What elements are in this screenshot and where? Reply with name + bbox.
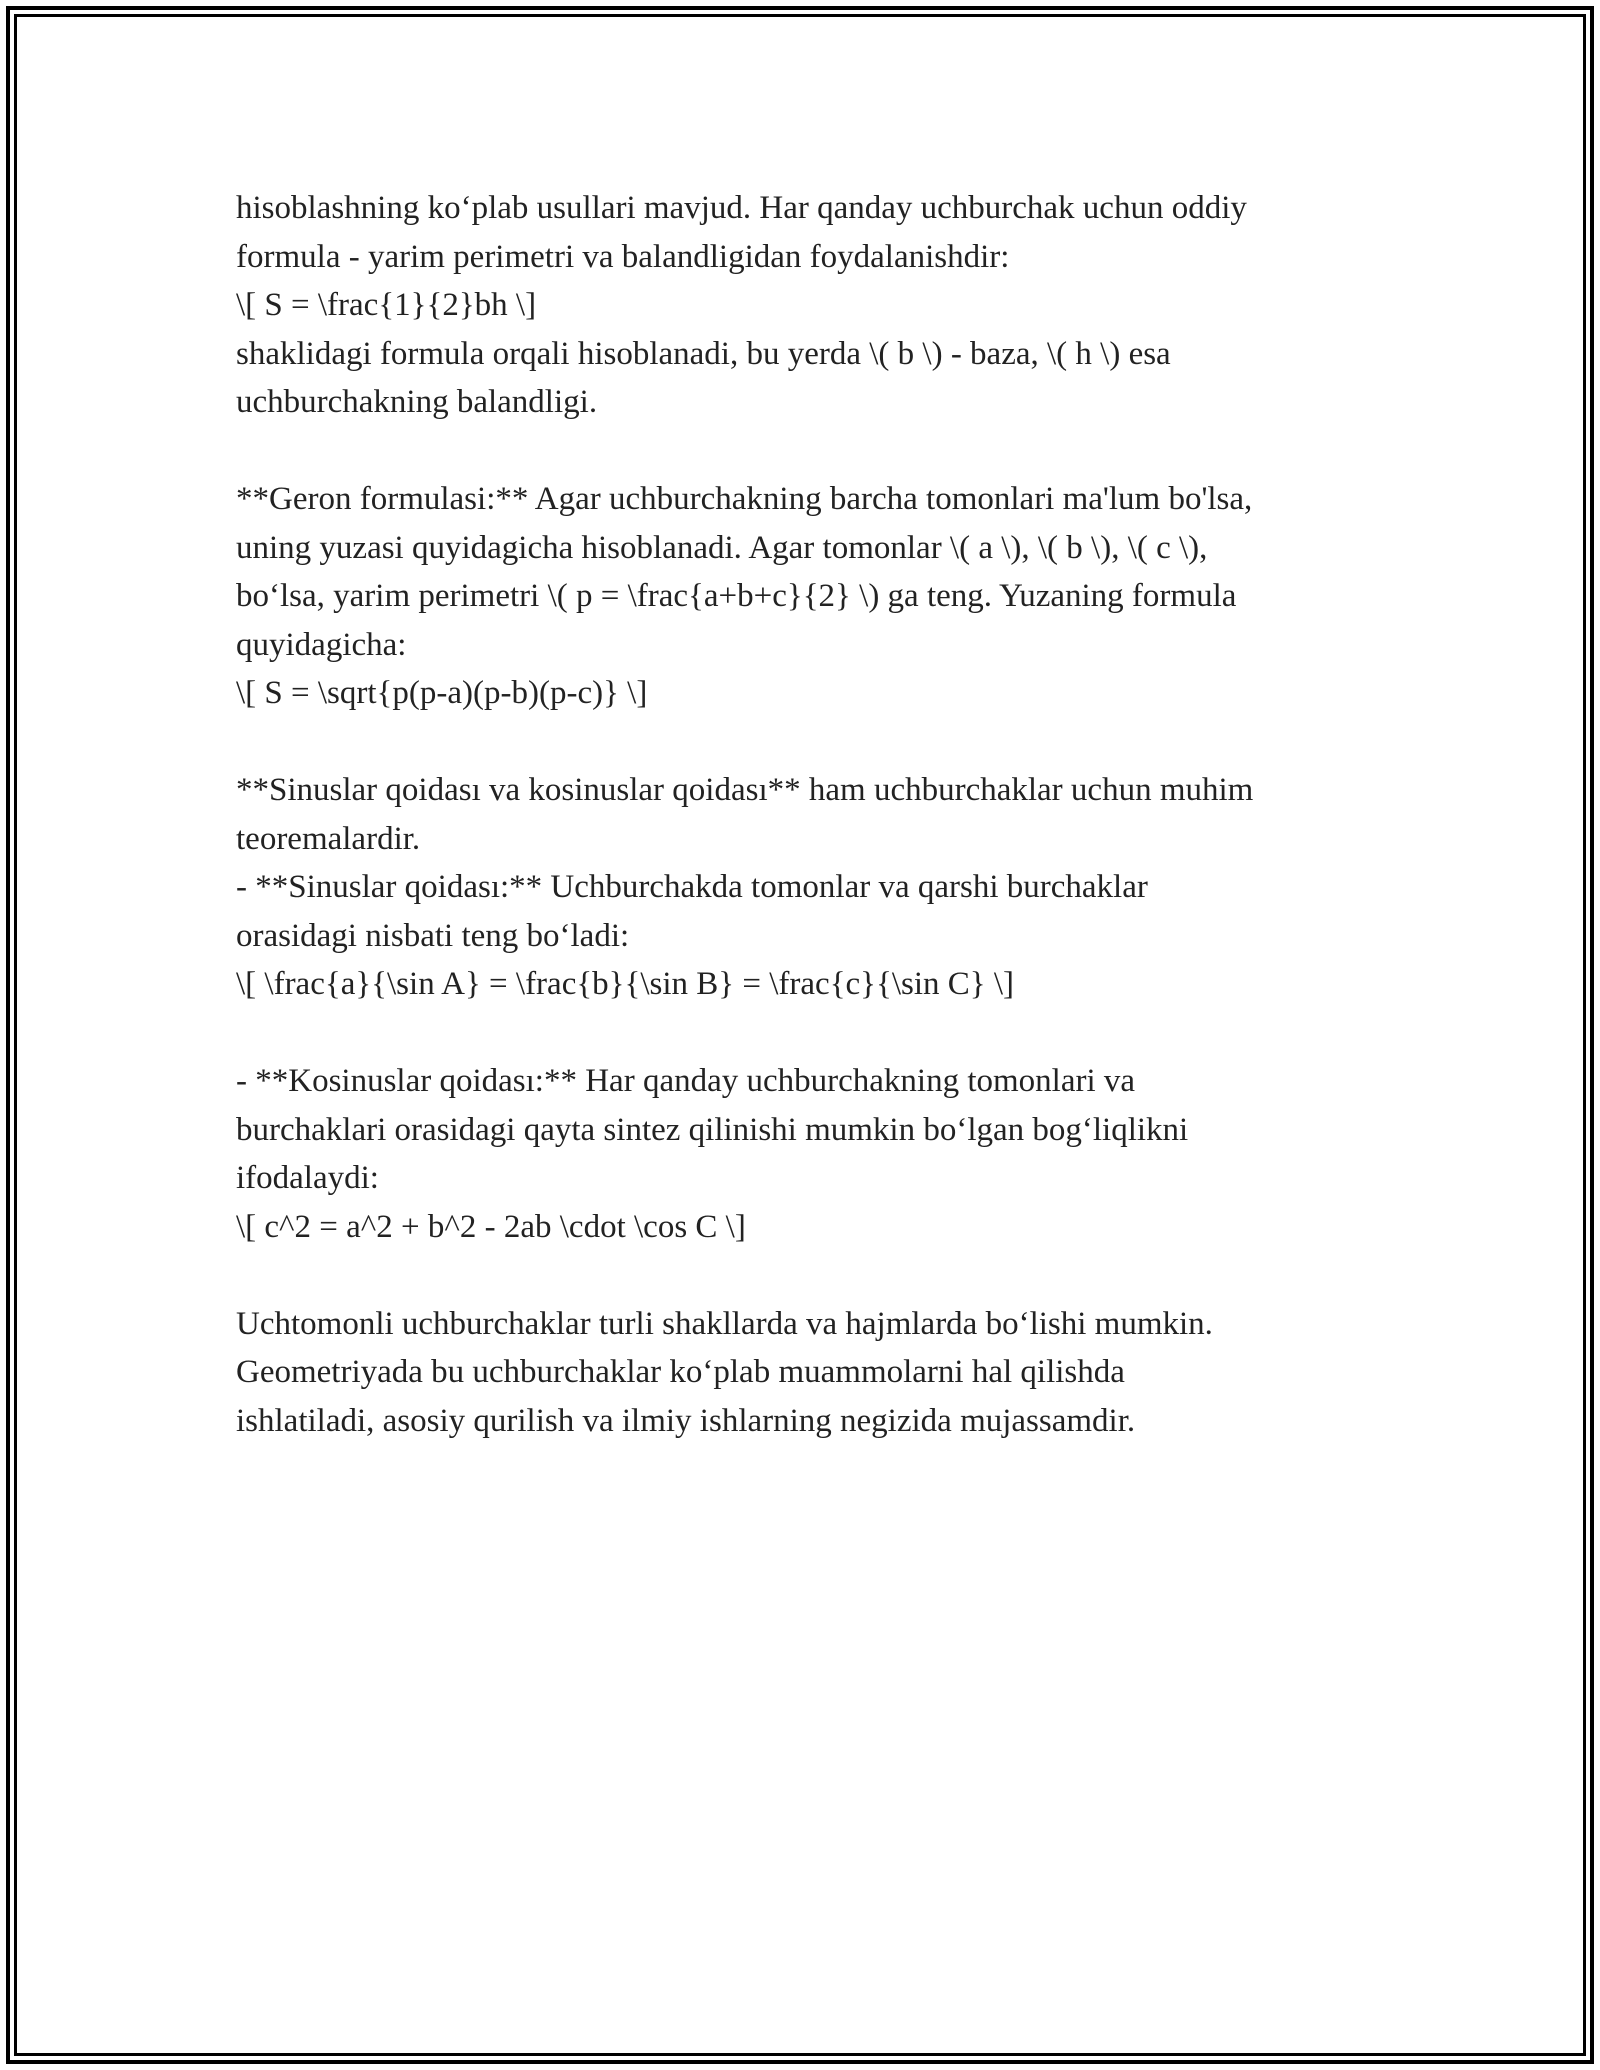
paragraph-law-of-cosines	[236, 1057, 1386, 1251]
text-line: Geometriyada bu uchburchaklar ko‘plab muammolarni hal qilishda	[236, 1354, 1125, 1390]
text-line: orasidagi nisbati teng bo‘ladi:	[236, 917, 630, 954]
text-line: ifodalaydi:	[236, 1160, 379, 1196]
text-line: formula - yarim perimetri va balandligidan foydalanishdir:	[236, 238, 1010, 275]
formula-line: \[ S = \frac{1}{2}bh \]	[236, 287, 537, 323]
text-line: shaklidagi formula orqali hisoblanadi, bu yerda \( b \) - baza, \( h \) esa	[236, 335, 1171, 372]
formula-line: \[ S = \sqrt{p(p-a)(p-b)(p-c)} \]	[236, 675, 648, 711]
paragraph-law-of-sines	[236, 766, 1386, 1009]
text-line: ishlatiladi, asosiy qurilish va ilmiy ishlarning negizida mujassamdir.	[236, 1402, 1136, 1439]
list-item-line: - **Kosinuslar qoidası:** Har qanday uchburchakning tomonlari va	[236, 1063, 1136, 1099]
text-line: hisoblashning ko‘plab usullari mavjud. Har qanday uchburchak uchun oddiy	[236, 190, 1247, 226]
text-line: bo‘lsa, yarim perimetri \( p = \frac{a+b+c}{2} \) ga teng. Yuzaning formula	[236, 578, 1237, 614]
text-line: burchaklari orasidagi qayta sintez qilinishi mumkin bo‘lgan bog‘liqlikni	[236, 1111, 1189, 1148]
paragraph-conclusion	[236, 1300, 1386, 1446]
text-line: uchburchakning balandligi.	[236, 384, 598, 420]
document-body	[236, 184, 1386, 1445]
list-item-line: - **Sinuslar qoidası:** Uchburchakda tomonlar va qarshi burchaklar	[236, 869, 1148, 905]
formula-line: \[ \frac{a}{\sin A} = \frac{b}{\sin B} = \frac{c}{\sin C} \]	[236, 966, 1015, 1002]
formula-line: \[ c^2 = a^2 + b^2 - 2ab \cdot \cos C \]	[236, 1208, 746, 1245]
text-line: **Geron formulasi:** Agar uchburchakning barcha tomonlari ma'lum bo'lsa,	[236, 481, 1253, 517]
text-line: quyidagicha:	[236, 626, 407, 663]
text-line: uning yuzasi quyidagicha hisoblanadi. Agar tomonlar \( a \), \( b \), \( c \),	[236, 529, 1208, 566]
text-line: Uchtomonli uchburchaklar turli shakllarda va hajmlarda bo‘lishi mumkin.	[236, 1305, 1213, 1342]
paragraph-heron-formula	[236, 475, 1386, 718]
text-line: **Sinuslar qoidası va kosinuslar qoidası** ham uchburchaklar uchun muhim	[236, 772, 1254, 808]
text-line: teoremalardir.	[236, 820, 421, 857]
paragraph-area-formula	[236, 184, 1386, 427]
